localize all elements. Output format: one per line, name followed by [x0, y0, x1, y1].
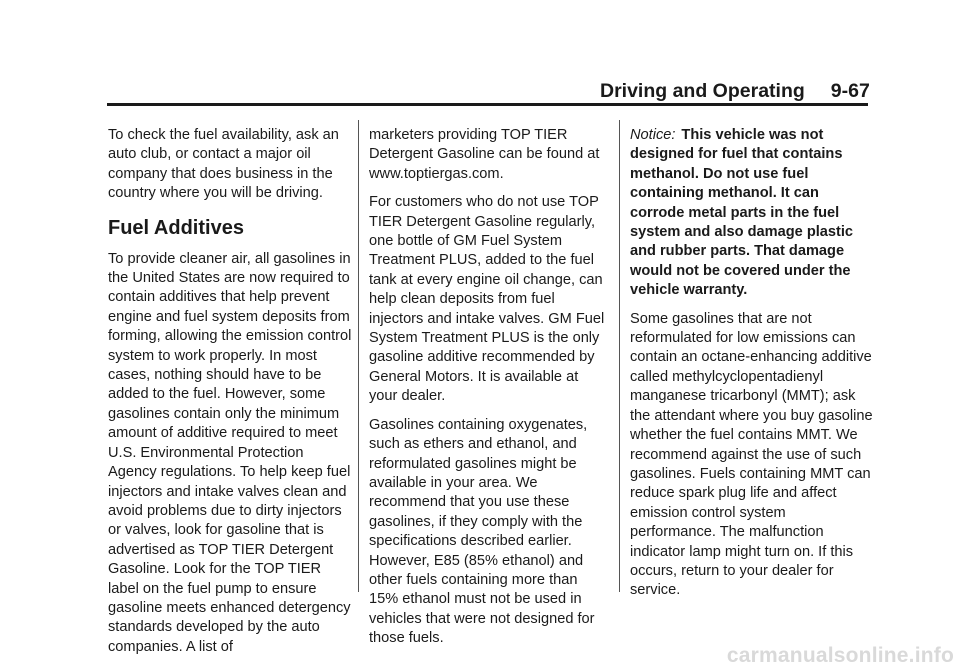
section-heading-fuel-additives: Fuel Additives [108, 216, 244, 239]
notice-text: This vehicle was not designed for fuel that contains methanol. Do not use fuel containing methanol. It can corrode metal parts in the fuel system and also damage plastic and rubber parts. That damage would not be covered under the vehicle warranty. [630, 127, 854, 299]
notice-block [630, 126, 875, 301]
header-rule [107, 103, 868, 106]
text-column-1 [108, 126, 354, 666]
fuel-additives-paragraph: To provide cleaner air, all gasolines in the United States are now required to contain additives that help prevent engine and fuel system deposits from forming, allowing the emission control system to work properly. In most cases, nothing should have to be added to the fuel. However, some gasolines contain only the minimum amount of additive required to meet U.S. Environmental Protection Agency regulations. To help keep fuel injectors and intake valves clean and avoid problems due to dirty injectors or valves, look for gasoline that is advertised as TOP TIER Detergent Gasoline. Look for the TOP TIER label on the fuel pump to ensure gasoline meets enhanced detergency standards developed by the auto companies. A list of [108, 250, 352, 655]
watermark-logo: carmanualsonline.info [726, 644, 954, 667]
mmt-paragraph: Some gasolines that are not reformulated for low emissions can contain an octane-enhancing additive called methylcyclopentadienyl manganese tricarbonyl (MMT); ask the attendant where you buy gasoline whether the fuel contains MMT. We recommend against the use of such gasolines. Fuels containing MMT can reduce spark plug life and affect emission control system performance. The malfunction indicator lamp might turn on. If this occurs, return to your dealer for service. [630, 310, 873, 599]
notice-label: Notice: [630, 127, 676, 143]
section-title: Driving and Operating [600, 80, 805, 102]
text-column-3 [630, 126, 875, 610]
column-divider-1 [358, 120, 359, 592]
intro-paragraph: To check the fuel availability, ask an auto club, or contact a major oil company that does business in the country where you will be driving. [108, 127, 339, 202]
top-tier-paragraph: marketers providing TOP TIER Detergent Gasoline can be found at www.toptiergas.com. [369, 127, 600, 182]
fuel-system-treatment-paragraph: For customers who do not use TOP TIER Detergent Gasoline regularly, one bottle of GM Fuel System Treatment PLUS, added to the fuel tank at every engine oil change, can help clean deposits from fuel injectors and intake valves. GM Fuel System Treatment PLUS is the only gasoline additive recommended by General Motors. It is available at your dealer. [369, 194, 605, 405]
oxygenates-paragraph: Gasolines containing oxygenates, such as ethers and ethanol, and reformulated gasolines might be available in your area. We recommend that you use these gasolines, if they comply with the specifications described earlier. However, E85 (85% ethanol) and other fuels containing more than 15% ethanol must not be used in vehicles that were not designed for those fuels. [369, 416, 595, 647]
text-column-2 [369, 126, 609, 658]
page-number: 9-67 [830, 80, 870, 102]
column-divider-2 [619, 120, 620, 592]
